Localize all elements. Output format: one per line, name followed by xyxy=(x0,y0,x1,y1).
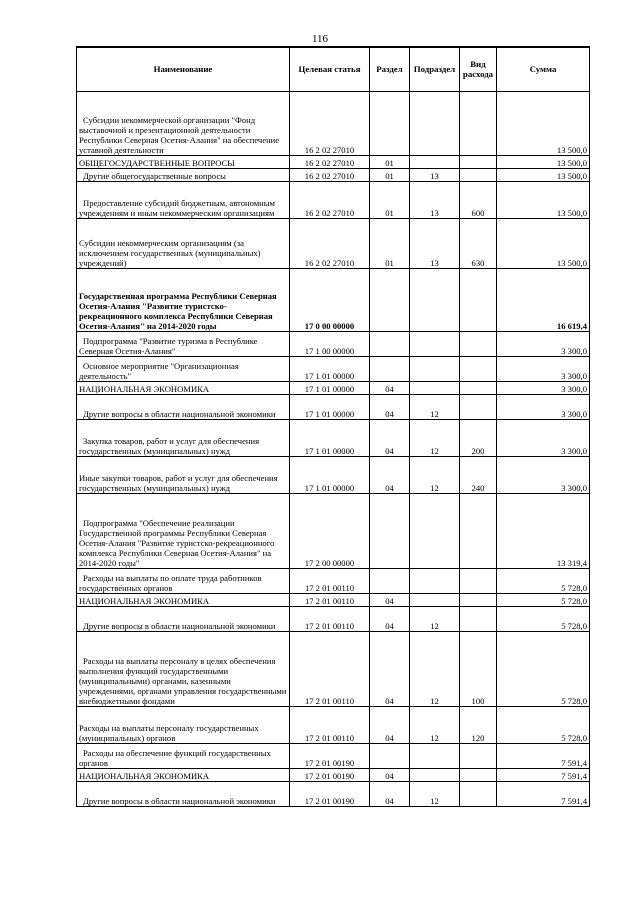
row-subsection-cell xyxy=(410,356,460,381)
row-section-cell: 04 xyxy=(370,419,410,456)
row-name-cell: Закупка товаров, работ и услуг для обеспечения государственных (муниципальных) нужд xyxy=(77,419,290,456)
row-name-cell: Расходы на обеспечение функций государственных органов xyxy=(77,743,290,768)
row-type-cell xyxy=(460,168,497,181)
row-target-cell: 16 2 02 27010 xyxy=(290,168,370,181)
row-type-cell xyxy=(460,268,497,331)
header-type: Вид расхода xyxy=(460,47,497,91)
row-target-cell: 17 1 00 00000 xyxy=(290,331,370,356)
row-subsection-cell xyxy=(410,331,460,356)
row-sum-cell: 7 591,4 xyxy=(497,743,590,768)
table-row xyxy=(77,493,590,568)
row-section-cell: 01 xyxy=(370,155,410,168)
row-name-cell: Основное мероприятие "Организационная деятельность" xyxy=(77,356,290,381)
table-row xyxy=(77,631,590,706)
row-target-cell: 17 2 00 00000 xyxy=(290,493,370,568)
row-type-cell: 600 xyxy=(460,181,497,218)
row-sum-cell: 3 300,0 xyxy=(497,356,590,381)
row-name-cell: НАЦИОНАЛЬНАЯ ЭКОНОМИКА xyxy=(77,381,290,394)
row-sum-cell: 16 619,4 xyxy=(497,268,590,331)
row-type-cell xyxy=(460,381,497,394)
table-row xyxy=(77,743,590,768)
row-target-cell: 17 2 01 00190 xyxy=(290,743,370,768)
row-type-cell xyxy=(460,356,497,381)
row-section-cell: 04 xyxy=(370,631,410,706)
row-name-cell: Другие вопросы в области национальной экономики xyxy=(77,394,290,419)
row-name-cell: Расходы на выплаты по оплате труда работников государственных органов xyxy=(77,568,290,593)
row-name-cell: Предоставление субсидий бюджетным, автономным учреждениям и иным некоммерческим организациям xyxy=(77,181,290,218)
row-section-cell xyxy=(370,356,410,381)
row-type-cell xyxy=(460,781,497,806)
row-subsection-cell: 13 xyxy=(410,218,460,268)
row-subsection-cell xyxy=(410,268,460,331)
row-type-cell: 240 xyxy=(460,456,497,493)
header-name: Наименование xyxy=(77,47,290,91)
row-target-cell: 17 2 01 00110 xyxy=(290,606,370,631)
table-row xyxy=(77,419,590,456)
table-row xyxy=(77,593,590,606)
row-type-cell: 120 xyxy=(460,706,497,743)
header-sum: Сумма xyxy=(497,47,590,91)
row-name-cell: НАЦИОНАЛЬНАЯ ЭКОНОМИКА xyxy=(77,593,290,606)
row-subsection-cell: 12 xyxy=(410,419,460,456)
page-number: 116 xyxy=(311,33,329,45)
row-subsection-cell xyxy=(410,568,460,593)
row-subsection-cell xyxy=(410,381,460,394)
row-section-cell: 01 xyxy=(370,218,410,268)
row-section-cell xyxy=(370,743,410,768)
row-target-cell: 17 2 01 00190 xyxy=(290,768,370,781)
row-subsection-cell: 13 xyxy=(410,168,460,181)
row-name-cell: Субсидии некоммерческим организациям (за исключением государственных (муниципальных) учреждений) xyxy=(77,218,290,268)
table-row xyxy=(77,381,590,394)
row-name-cell: Государственная программа Республики Северная Осетия-Алания "Развитие туристско-рекреационного комплекса Республики Северная Осетия-Алания" на 2014-2020 годы xyxy=(77,268,290,331)
row-type-cell xyxy=(460,91,497,155)
row-name-cell: Подпрограмма "Развитие туризма в Республике Северная Осетия-Алания" xyxy=(77,331,290,356)
row-subsection-cell: 12 xyxy=(410,456,460,493)
row-sum-cell: 5 728,0 xyxy=(497,706,590,743)
table-row xyxy=(77,568,590,593)
table-row xyxy=(77,155,590,168)
table-row xyxy=(77,606,590,631)
row-name-cell: Другие общегосударственные вопросы xyxy=(77,168,290,181)
row-sum-cell: 3 300,0 xyxy=(497,331,590,356)
row-section-cell xyxy=(370,91,410,155)
row-sum-cell: 3 300,0 xyxy=(497,381,590,394)
row-sum-cell: 3 300,0 xyxy=(497,394,590,419)
row-section-cell: 04 xyxy=(370,768,410,781)
row-subsection-cell xyxy=(410,493,460,568)
header-target: Целевая статья xyxy=(290,47,370,91)
table-row xyxy=(77,91,590,155)
row-section-cell: 04 xyxy=(370,381,410,394)
row-name-cell: Расходы на выплаты персоналу государственных (муниципальных) органов xyxy=(77,706,290,743)
row-sum-cell: 13 500,0 xyxy=(497,155,590,168)
row-section-cell: 04 xyxy=(370,606,410,631)
table-header-row xyxy=(77,47,590,91)
row-type-cell: 630 xyxy=(460,218,497,268)
table-row xyxy=(77,781,590,806)
table-row xyxy=(77,768,590,781)
row-name-cell: Иные закупки товаров, работ и услуг для обеспечения государственных (муниципальных) нужд xyxy=(77,456,290,493)
row-section-cell: 04 xyxy=(370,456,410,493)
row-type-cell xyxy=(460,155,497,168)
header-section: Раздел xyxy=(370,47,410,91)
row-sum-cell: 3 300,0 xyxy=(497,419,590,456)
row-subsection-cell xyxy=(410,91,460,155)
row-name-cell: Подпрограмма "Обеспечение реализации Государственной программы Республики Северная Осетия-Алания "Развитие туристско-рекреационного комплекса Республики Северная Осетия-Алания" на 2014-2020 годы" xyxy=(77,493,290,568)
row-target-cell: 16 2 02 27010 xyxy=(290,91,370,155)
row-sum-cell: 13 319,4 xyxy=(497,493,590,568)
row-section-cell: 04 xyxy=(370,781,410,806)
table-row xyxy=(77,168,590,181)
row-subsection-cell: 12 xyxy=(410,394,460,419)
row-sum-cell: 5 728,0 xyxy=(497,568,590,593)
row-target-cell: 16 2 02 27010 xyxy=(290,181,370,218)
row-sum-cell: 7 591,4 xyxy=(497,781,590,806)
row-subsection-cell xyxy=(410,593,460,606)
row-subsection-cell: 12 xyxy=(410,631,460,706)
row-section-cell: 01 xyxy=(370,181,410,218)
row-subsection-cell xyxy=(410,768,460,781)
row-name-cell: ОБЩЕГОСУДАРСТВЕННЫЕ ВОПРОСЫ xyxy=(77,155,290,168)
row-target-cell: 17 1 01 00000 xyxy=(290,419,370,456)
row-target-cell: 17 1 01 00000 xyxy=(290,356,370,381)
row-type-cell xyxy=(460,768,497,781)
row-target-cell: 16 2 02 27010 xyxy=(290,155,370,168)
row-target-cell: 16 2 02 27010 xyxy=(290,218,370,268)
row-subsection-cell xyxy=(410,743,460,768)
table-row xyxy=(77,706,590,743)
row-type-cell xyxy=(460,493,497,568)
row-sum-cell: 13 500,0 xyxy=(497,168,590,181)
row-name-cell: Субсидии некоммерческой организации "Фонд выставочной и презентационной деятельности Республики Северная Осетия-Алания" на обеспечение уставной деятельности xyxy=(77,91,290,155)
header-subsection: Подраздел xyxy=(410,47,460,91)
row-name-cell: Другие вопросы в области национальной экономики xyxy=(77,781,290,806)
row-target-cell: 17 0 00 00000 xyxy=(290,268,370,331)
row-section-cell: 04 xyxy=(370,593,410,606)
row-type-cell: 200 xyxy=(460,419,497,456)
row-section-cell: 04 xyxy=(370,706,410,743)
row-sum-cell: 13 500,0 xyxy=(497,181,590,218)
row-section-cell xyxy=(370,493,410,568)
row-section-cell: 04 xyxy=(370,394,410,419)
row-section-cell xyxy=(370,331,410,356)
row-sum-cell: 13 500,0 xyxy=(497,91,590,155)
table-row xyxy=(77,181,590,218)
row-type-cell xyxy=(460,331,497,356)
row-sum-cell: 3 300,0 xyxy=(497,456,590,493)
row-type-cell xyxy=(460,593,497,606)
row-sum-cell: 7 591,4 xyxy=(497,768,590,781)
row-type-cell: 100 xyxy=(460,631,497,706)
row-target-cell: 17 2 01 00190 xyxy=(290,781,370,806)
row-sum-cell: 5 728,0 xyxy=(497,593,590,606)
table-row xyxy=(77,218,590,268)
row-target-cell: 17 1 01 00000 xyxy=(290,381,370,394)
row-section-cell xyxy=(370,268,410,331)
table-row xyxy=(77,268,590,331)
row-target-cell: 17 2 01 00110 xyxy=(290,568,370,593)
row-type-cell xyxy=(460,394,497,419)
row-subsection-cell xyxy=(410,155,460,168)
row-type-cell xyxy=(460,743,497,768)
row-target-cell: 17 2 01 00110 xyxy=(290,631,370,706)
row-subsection-cell: 13 xyxy=(410,181,460,218)
row-type-cell xyxy=(460,606,497,631)
row-name-cell: Расходы на выплаты персоналу в целях обеспечения выполнения функций государственными (муниципальными) органами, казенными учреждениями, органами управления государственными внебюджетными фондами xyxy=(77,631,290,706)
row-name-cell: Другие вопросы в области национальной экономики xyxy=(77,606,290,631)
row-subsection-cell: 12 xyxy=(410,606,460,631)
row-sum-cell: 5 728,0 xyxy=(497,631,590,706)
row-subsection-cell: 12 xyxy=(410,781,460,806)
row-target-cell: 17 1 01 00000 xyxy=(290,394,370,419)
row-target-cell: 17 2 01 00110 xyxy=(290,706,370,743)
row-sum-cell: 5 728,0 xyxy=(497,606,590,631)
row-sum-cell: 13 500,0 xyxy=(497,218,590,268)
table-row xyxy=(77,456,590,493)
table-row xyxy=(77,394,590,419)
table-body xyxy=(77,91,590,806)
row-type-cell xyxy=(460,568,497,593)
row-subsection-cell: 12 xyxy=(410,706,460,743)
row-section-cell: 01 xyxy=(370,168,410,181)
table-row xyxy=(77,331,590,356)
row-section-cell xyxy=(370,568,410,593)
row-name-cell: НАЦИОНАЛЬНАЯ ЭКОНОМИКА xyxy=(77,768,290,781)
budget-table xyxy=(76,46,590,807)
table-row xyxy=(77,356,590,381)
row-target-cell: 17 2 01 00110 xyxy=(290,593,370,606)
row-target-cell: 17 1 01 00000 xyxy=(290,456,370,493)
